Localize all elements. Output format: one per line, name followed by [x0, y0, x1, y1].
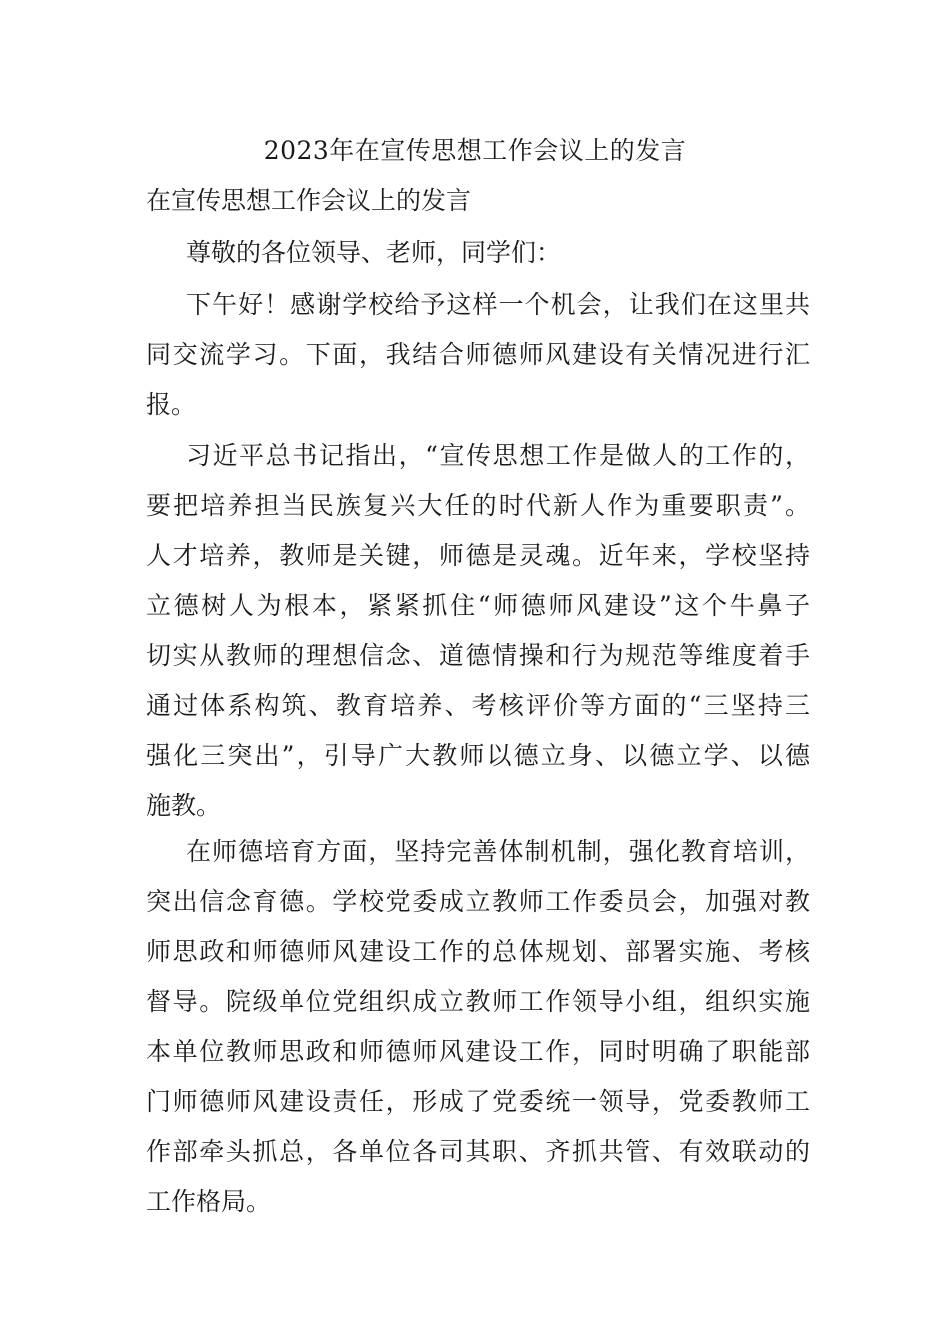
paragraph-3-line-3: 师思政和师德师风建设工作的总体规划、部署实施、考核 [146, 937, 810, 966]
paragraph-3-line-2: 突出信念育德。学校党委成立教师工作委员会，加强对教 [146, 887, 810, 916]
paragraph-3-line-7: 作部牵头抓总，各单位各司其职、齐抓共管、有效联动的 [146, 1137, 810, 1166]
paragraph-3-line-5: 本单位教师思政和师德师风建设工作，同时明确了职能部 [146, 1037, 810, 1066]
document-subtitle: 在宣传思想工作会议上的发言 [146, 186, 472, 215]
paragraph-3-line-6: 门师德师风建设责任，形成了党委统一领导，党委教师工 [146, 1087, 810, 1116]
paragraph-2-line-7: 强化三突出”，引导广大教师以德立身、以德立学、以德 [146, 741, 810, 770]
paragraph-2-line-5: 切实从教师的理想信念、道德情操和行为规范等维度着手 [146, 641, 810, 670]
paragraph-1-line-2: 同交流学习。下面，我结合师德师风建设有关情况进行汇 [146, 340, 810, 369]
paragraph-1-line-1: 下午好！感谢学校给予这样一个机会，让我们在这里共 [186, 290, 810, 319]
paragraph-2-line-1: 习近平总书记指出，“宣传思想工作是做人的工作的， [186, 441, 810, 470]
paragraph-3-line-4: 督导。院级单位党组织成立教师工作领导小组，组织实施 [146, 987, 810, 1016]
paragraph-2-line-8: 施教。 [146, 791, 222, 820]
paragraph-2-line-2: 要把培养担当民族复兴大任的时代新人作为重要职责”。 [146, 491, 810, 520]
paragraph-2-line-6: 通过体系构筑、教育培养、考核评价等方面的“三坚持三 [146, 691, 810, 720]
paragraph-2-line-3: 人才培养，教师是关键，师德是灵魂。近年来，学校坚持 [146, 541, 810, 570]
paragraph-3-line-1: 在师德培育方面，坚持完善体制机制，强化教育培训， [186, 837, 810, 866]
paragraph-2-line-4: 立德树人为根本，紧紧抓住“师德师风建设”这个牛鼻子 [146, 591, 810, 620]
greeting-line: 尊敬的各位领导、老师，同学们： [186, 238, 562, 267]
paragraph-1-line-3: 报。 [146, 390, 197, 419]
paragraph-3-line-8: 工作格局。 [146, 1187, 272, 1216]
document-title: 2023年在宣传思想工作会议上的发言 [263, 136, 687, 165]
